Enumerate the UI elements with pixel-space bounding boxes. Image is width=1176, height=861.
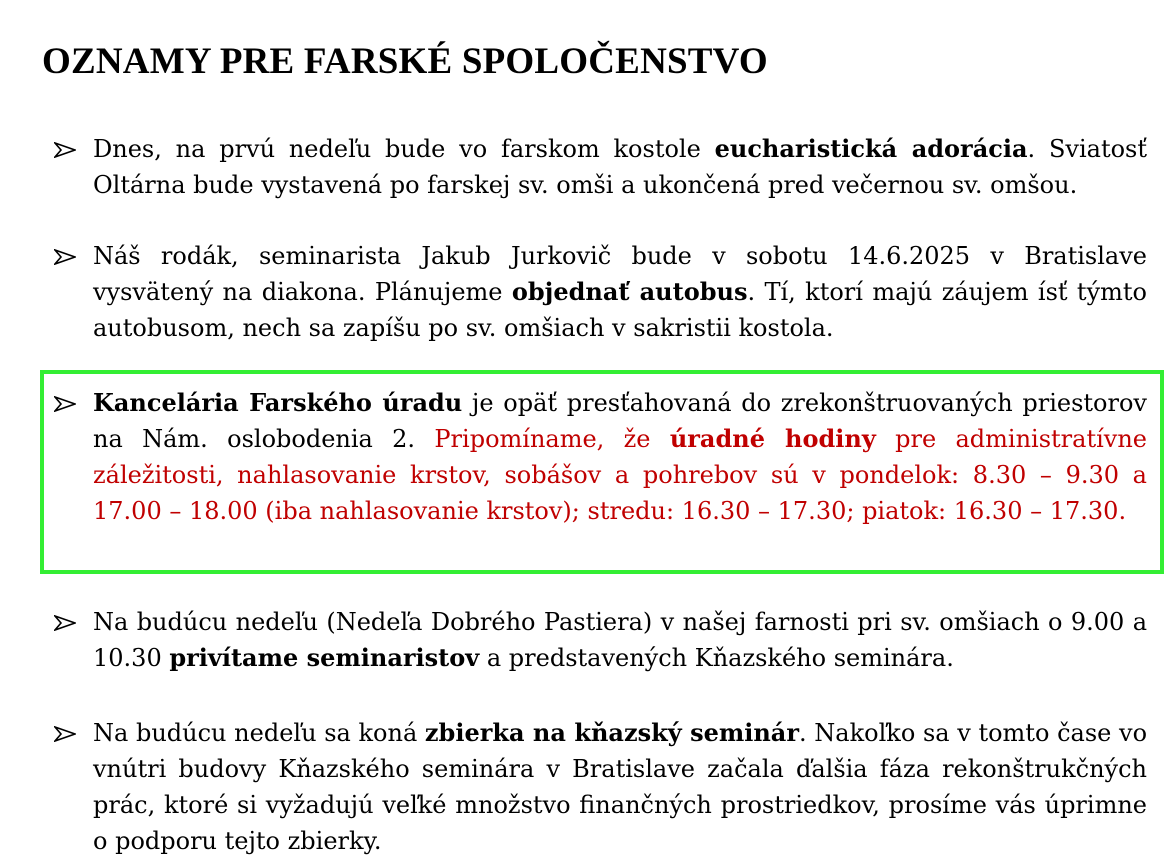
red-text-run: Pripomíname, že xyxy=(434,425,670,453)
text-run: Náš rodák, seminarista Jakub Jurkovič bude v sobotu 14.6.2025 v Bratislave vysvätený na diakona. Plánujeme xyxy=(93,242,1147,306)
bold-emphasis: Kancelária Farského úradu xyxy=(93,388,463,417)
arrowhead-bullet-icon xyxy=(54,238,76,274)
text-run: a predstavených Kňazského seminára. xyxy=(479,644,954,672)
arrowhead-bullet-icon xyxy=(54,131,76,167)
announcement-text xyxy=(93,604,1147,676)
red-text-run: pre administratívne záležitosti, nahlasovanie krstov, sobášov a pohrebov sú v pondelok: 8.30 – 9.30 a 17.00 – 18.00 (iba nahlasovanie krstov); stredu: 16.30 – 17.30; piatok: 16.30 – 17.30. xyxy=(93,425,1148,525)
announcement-item-highlighted xyxy=(54,385,1147,529)
text-run: . Tí, ktorí majú záujem ísť týmto autobusom, nech sa zapíšu po sv. omšiach v sakristii kostola. xyxy=(93,278,1147,342)
arrowhead-bullet-icon xyxy=(54,385,76,421)
announcement-text xyxy=(93,385,1147,529)
bold-emphasis: objednať autobus xyxy=(511,277,748,306)
announcement-item xyxy=(54,715,1147,859)
text-run: Na budúcu nedeľu sa koná xyxy=(93,719,425,747)
text-run: . Sviatosť Oltárna bude vystavená po farskej sv. omši a ukončená pred večernou sv. omšou. xyxy=(93,135,1148,199)
red-bold-emphasis: úradné hodiny xyxy=(669,424,876,453)
announcement-item xyxy=(54,238,1147,346)
arrowhead-bullet-icon xyxy=(54,604,76,640)
text-run: je opäť presťahovaná do zrekonštruovaných priestorov na Nám. oslobodenia 2. xyxy=(93,389,1147,453)
announcement-text xyxy=(93,131,1147,203)
document-title: OZNAMY PRE FARSKÉ SPOLOČENSTVO xyxy=(42,41,768,82)
announcement-text xyxy=(93,238,1147,346)
announcement-item xyxy=(54,131,1147,203)
announcement-text xyxy=(93,715,1147,859)
bold-emphasis: zbierka na kňazský seminár xyxy=(424,718,800,747)
announcement-item xyxy=(54,604,1147,676)
text-run: Dnes, na prvú nedeľu bude vo farskom kostole xyxy=(93,135,715,163)
text-run: Na budúcu nedeľu (Nedeľa Dobrého Pastiera) v našej farnosti pri sv. omšiach o 9.00 a 10.30 xyxy=(93,608,1147,672)
bold-emphasis: privítame seminaristov xyxy=(169,643,480,672)
bold-emphasis: eucharistická adorácia xyxy=(714,134,1028,163)
arrowhead-bullet-icon xyxy=(54,715,76,751)
text-run: . Nakoľko sa v tomto čase vo vnútri budovy Kňazského seminára v Bratislave začala ďalšia fáza rekonštrukčných prác, ktoré si vyžadujú veľké množstvo finančných prostriedkov, prosíme vás úprimne o podporu tejto zbierky. xyxy=(93,719,1148,855)
